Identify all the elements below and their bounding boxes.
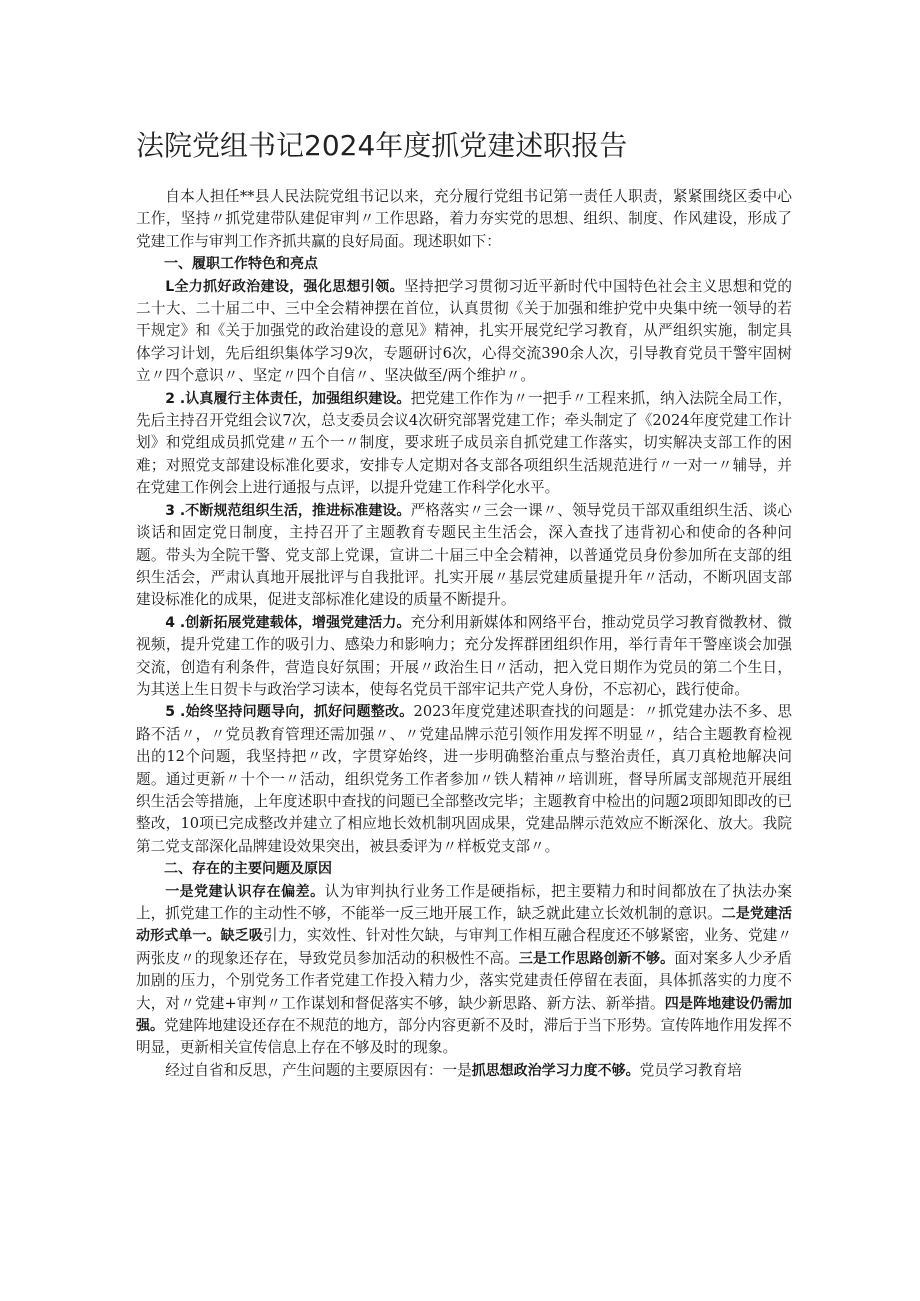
item-text-4: 充分利用新媒体和网络平台，推动党员学习教育微教材、微视频，提升党建工作的吸引力、感染力和影响力；充分发挥群团组织作用，举行青年干警座谈会加强交流，创造有利条件，营造良好氛围；开展〃政治生日〃活动，把入党日期作为党员的第二个生日，为其送上生日贺卡与政治学习读本，使每名党员干部牢记共产党人身份，不忘初心，践行使命。: [136, 613, 792, 698]
item-lead-3: 3 .不断规范组织生活，推进标准建设。: [165, 502, 411, 519]
problems-paragraph: [136, 881, 792, 1060]
intro-paragraph: 自本人担任**县人民法院党组书记以来，充分履行党组书记第一责任人职责，紧紧围绕区委中心工作，坚持〃抓党建带队建促审判〃工作思路，着力夯实党的思想、组织、制度、作风建设，形成了党建工作与审判工作齐抓共赢的良好局面。现述职如下：: [136, 188, 792, 250]
problem-text-2: 引力，实效性、针对性欠缺，与审判工作相互融合程度还不够紧密，业务、党建〃两张皮〃的现象还存在，导致党员参加活动的积极性不高。: [136, 927, 792, 967]
cause-text-2: 党员学习教育培: [639, 1061, 742, 1079]
problem-lead-4: 四是阵地建设仍需加强。: [136, 995, 793, 1035]
item-lead-1: L全力抓好政治建设，强化思想引领。: [165, 278, 404, 295]
problem-text-3: 面对案多人少矛盾加剧的压力，个别党务工作者党建工作投入精力少，落实党建责任停留在表面，具体抓落实的力度不大，对〃党建+审判〃工作谋划和督促落实不够，缺少新思路、新方法、新举措。: [136, 949, 792, 1012]
problem-lead-2: 二是党建活动形式单一。缺乏吸: [136, 906, 792, 945]
item-paragraph-5: [136, 701, 792, 858]
item-paragraph-2: [136, 388, 792, 500]
problem-lead-3: 三是工作思路创新不够。: [518, 950, 675, 967]
item-text-1: 坚持把学习贯彻习近平新时代中国特色社会主义思想和党的二十大、二十届二中、三中全会精神摆在首位，认真贯彻《关于加强和维护党中央集中统一领导的若干规定》和《关于加强党的政治建设的意见》精神，扎实开展党纪学习教育，从严组织实施，制定具体学习计划，先后组织集体学习9次，专题研讨6次，心得交流390余人次，引导教育党员干警牢固树立〃四个意识〃、坚定〃四个自信〃、坚决做至/两个维护〃。: [136, 277, 792, 385]
item-paragraph-4: [136, 612, 792, 702]
problem-text-1: 认为审判执行业务工作是硬指标，把主要精力和时间都放在了执法办案上，抓党建工作的主动性不够，不能举一反三地开展工作，缺乏就此建立长效机制的意识。: [136, 882, 793, 922]
cause-text-1: 经过自省和反思，产生问题的主要原因有：一是: [165, 1061, 472, 1079]
document-title: 法院党组书记2024年度抓党建述职报告: [136, 129, 628, 162]
problem-lead-1: 一是党建认识存在偏差。: [165, 883, 325, 900]
item-lead-2: 2 .认真履行主体责任，加强组织建设。: [165, 390, 411, 407]
section-heading-1: 一、履职工作特色和亮点: [164, 256, 318, 273]
item-lead-4: 4 .创新拓展党建载体，增强党建活力。: [165, 614, 411, 631]
item-lead-5: 5 .始终坚持问题导向，抓好问题整改。: [165, 704, 414, 721]
item-paragraph-3: [136, 500, 792, 612]
item-text-2: 把党建工作作为〃一把手〃工程来抓，纳入法院全局工作，先后主持召开党组会议7次，总支委员会议4次研究部署党建工作；牵头制定了《2024年度党建工作计划》和党组成员抓党建〃五个一〃制度，要求班子成员亲自抓党建工作落实，切实解决支部工作的困难；对照党支部建设标准化要求，安排专人定期对各支部各项组织生活规范进行〃一对一〃辅导，并在党建工作例会上进行通报与点评，以提升党建工作科学化水平。: [136, 389, 792, 497]
problem-text-4: 党建阵地建设还存在不规范的地方，部分内容更新不及时，滞后于当下形势。宣传阵地作用发挥不明显，更新相关宣传信息上存在不够及时的现象。: [136, 1017, 792, 1057]
item-paragraph-1: [136, 276, 792, 388]
item-text-3: 严格落实〃三会一课〃、领导党员干部双重组织生活、谈心谈话和固定党日制度，主持召开了主题教育专题民主生活会，深入查找了违背初心和使命的各种问题。带头为全院干警、党支部上党课，宣讲二十届三中全会精神，以普通党员身份参加所在支部的组织生活会，严肃认真地开展批评与自我批评。扎实开展〃基层党建质量提升年〃活动，不断巩固支部建设标准化的成果，促进支部标准化建设的质量不断提升。: [136, 501, 792, 609]
item-text-5: 2023年度党建述职查找的问题是：〃抓党建办法不多、思路不活〃，〃党员教育管理还需加强〃、〃党建品牌示范引领作用发挥不明显〃，结合主题教育检视出的12个问题，我坚持把〃改，字贯穿始终，进一步明确整治重点与整治责任，真刀真枪地解决问题。通过更新〃十个一〃活动，组织党务工作者参加〃铁人精神〃培训班，督导所属支部规范开展组织生活会等措施，上年度述职中查找的问题已全部整改完毕；主题教育中检出的问题2项即知即改的已整改，10项已完成整改并建立了相应地长效机制巩固成果，党建品牌示范效应不断深化、放大。我院第二党支部深化品牌建设效果突出，被县委评为〃样板党支部〃。: [136, 703, 792, 855]
cause-lead-1: 抓思想政治学习力度不够。: [471, 1062, 640, 1079]
section-heading-2: 二、存在的主要问题及原因: [164, 861, 332, 878]
causes-paragraph: [136, 1060, 792, 1082]
